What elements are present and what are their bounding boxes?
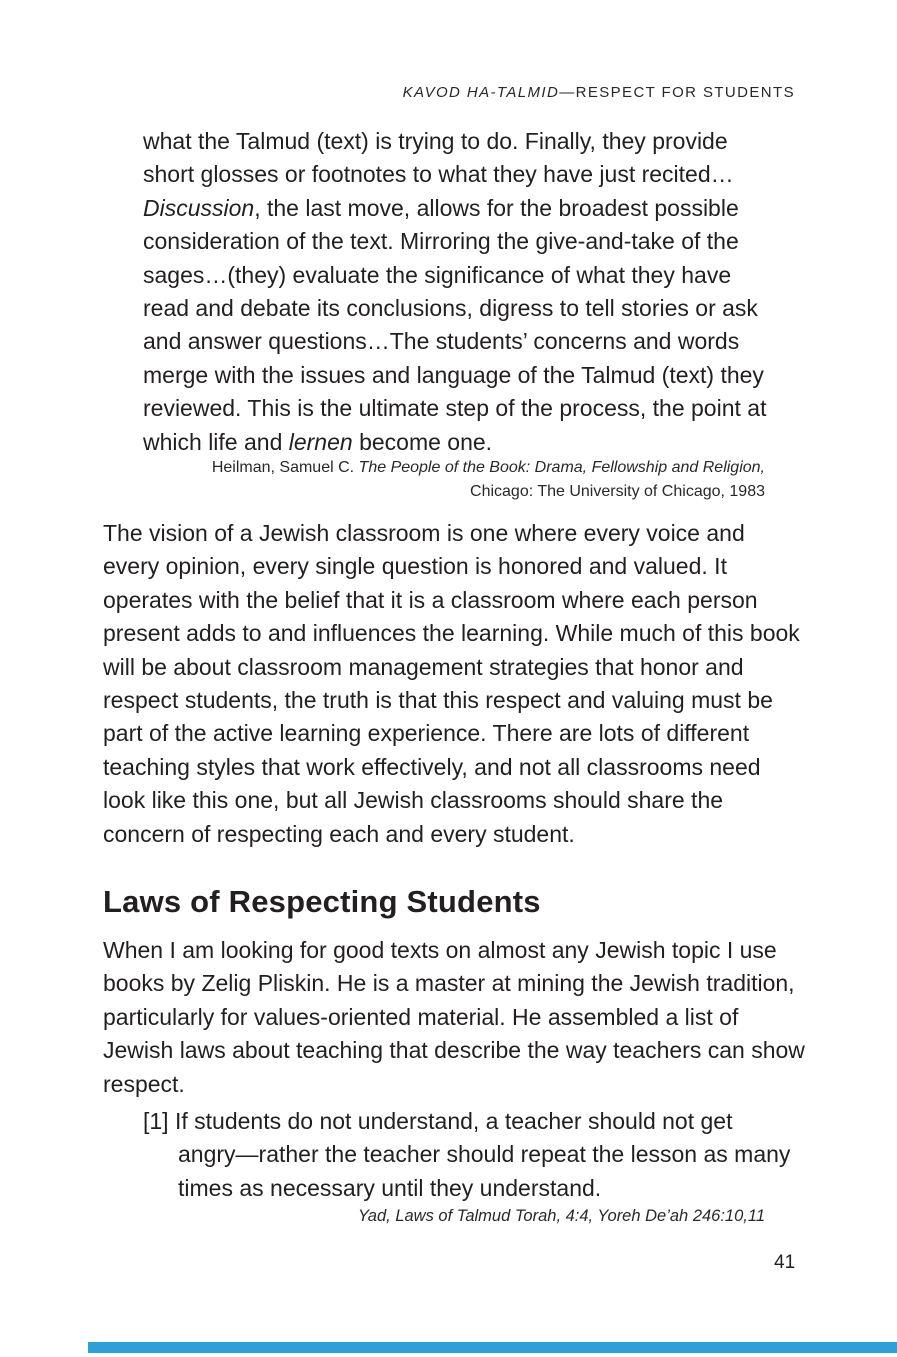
attribution-author: Heilman, Samuel C. [211,459,359,476]
block-quote-italic-term: lernen [288,428,353,455]
block-quote-italic-term: Discussion [143,194,255,221]
section-heading: Laws of Respecting Students [103,884,541,919]
law-item-marker: [1] [143,1108,169,1134]
quote-attribution [205,456,765,504]
block-quote-text: become one. [352,428,493,455]
attribution-publisher: Chicago: The University of Chicago, 1983 [470,483,765,500]
paragraph-vision: The vision of a Jewish classroom is one where every voice and every opinion, every single question is honored and valued. It operates with the belief that it is a classroom where each person present adds to and influences the learning. While much of this book will be about classroom management strategies that honor and respect students, the truth is that this respect and valuing must be part of the active learning experience. There are lots of different teaching styles that work effectively, and not all classrooms need look like this one, but all Jewish classrooms should share the concern of respecting each and every student. [103,520,800,847]
law-citation: Yad, Laws of Talmud Torah, 4:4, Yoreh De’ah 246:10,11 [358,1207,765,1225]
law-list-item [143,1105,792,1205]
page-number: 41 [774,1252,796,1273]
running-head-subtitle: —RESPECT FOR STUDENTS [559,84,795,101]
paragraph-intro: When I am looking for good texts on almost any Jewish topic I use books by Zelig Pliskin. He is a master at mining the Jewish tradition, particularly for values-oriented material. He assembled a list of Jewish laws about teaching that describe the way teachers can show respect. [103,937,805,1097]
law-item-text: If students do not understand, a teacher should not get angry—rather the teacher should repeat the lesson as many times as necessary until they understand. [168,1108,791,1201]
running-head-title: KAVOD HA-TALMID [402,84,560,101]
block-quote-text: , the last move, allows for the broadest possible consideration of the text. Mirroring the give-and-take of the sages…(they) evaluate the significance of what they have read and debate its conclusions, digress to tell stories or ask and answer questions…The students’ concerns and words merge with the issues and language of the Talmud (text) they reviewed. This is the ultimate step of the process, the point at which life and [143,194,767,455]
block-quote [143,125,771,459]
running-head [403,84,795,101]
block-quote-text: what the Talmud (text) is trying to do. Finally, they provide short glosses or footnotes to what they have just recited… [143,128,734,188]
attribution-book-title: The People of the Book: Drama, Fellowship and Religion, [358,459,765,476]
accent-bar [88,1342,897,1353]
